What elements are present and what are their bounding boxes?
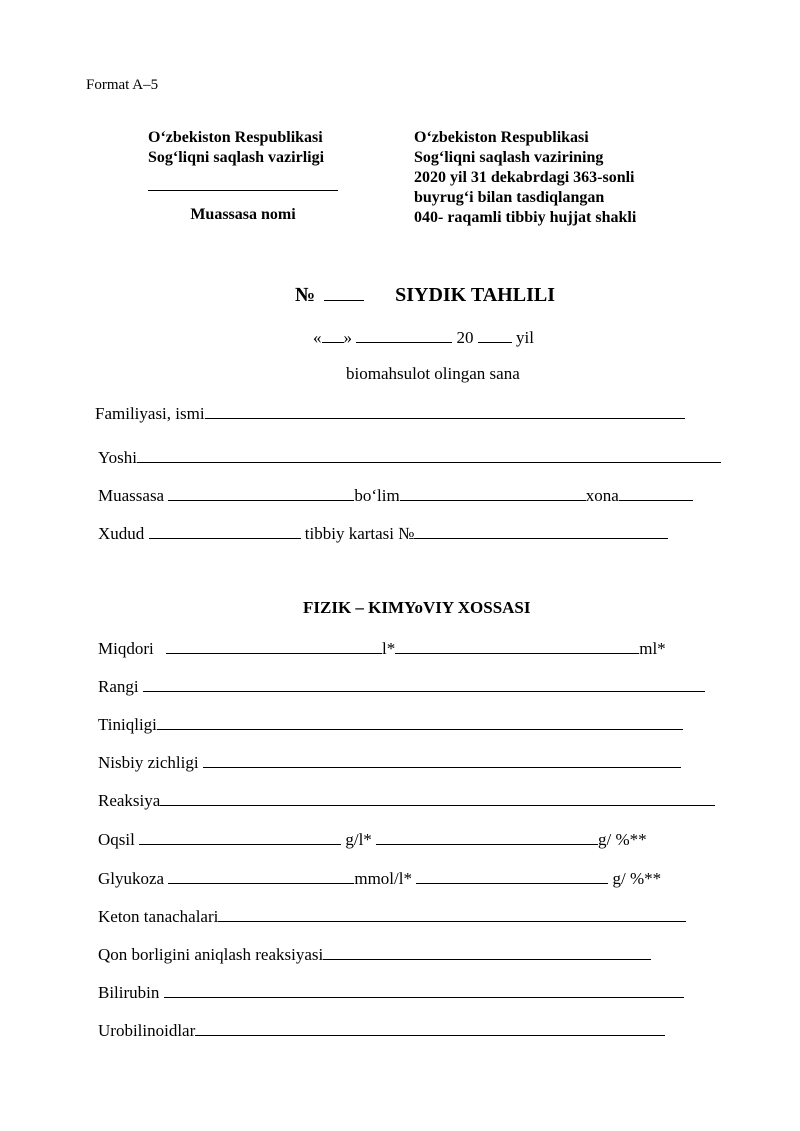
name-label: Familiyasi, ismi [95,404,205,423]
color-field[interactable] [143,675,705,692]
glucose-unit-mmol: mmol/l* [354,869,412,888]
amount-ml-field[interactable] [395,637,639,654]
clarity-label: Tiniqligi [98,715,157,734]
region-label: Xudud [98,524,145,543]
urobilinoids-label: Urobilinoidlar [98,1021,196,1040]
glucose-row [98,867,661,889]
reaction-row [98,789,715,811]
department-field[interactable] [400,484,586,501]
color-label: Rangi [98,677,139,696]
header-left-line1: O‘zbekiston Respublikasi [148,129,323,146]
header-left [148,128,324,168]
header-right-line2: Sog‘liqni saqlash vazirining [414,149,604,166]
room-label: xona [585,486,619,505]
institution-name-caption: Muassasa nomi [190,206,296,223]
card-number-field[interactable] [414,522,668,539]
glucose-mmol-field[interactable] [168,867,354,884]
header-right-line5: 040- raqamli tibbiy hujjat shakli [414,209,637,226]
institution-field[interactable] [168,484,354,501]
blood-field[interactable] [323,943,651,960]
amount-label: Miqdori [98,639,154,658]
reaction-field[interactable] [160,789,715,806]
amount-row [98,637,666,659]
blood-label: Qon borligini aniqlash reaksiyasi [98,945,324,964]
protein-row [98,828,647,850]
date-day-field[interactable] [322,326,344,343]
clarity-field[interactable] [157,713,683,730]
card-label: tibbiy kartasi № [304,524,415,543]
header-left-line2: Sog‘liqni saqlash vazirligi [148,149,325,166]
header-right-line4: buyrug‘i bilan tasdiqlangan [414,189,605,206]
density-row [98,751,681,773]
glucose-percent-field[interactable] [416,867,608,884]
ketones-field[interactable] [218,905,686,922]
amount-unit-liters: l* [381,639,396,658]
date-month-field[interactable] [356,326,452,343]
institution-label: Muassasa [98,486,165,505]
age-field[interactable] [137,446,721,463]
glucose-label: Glyukoza [98,869,165,888]
glucose-unit-percent: g/ %** [612,869,662,888]
urobilinoids-field[interactable] [195,1019,665,1036]
header-right-line3: 2020 yil 31 dekabrdagi 363-sonli [414,169,635,186]
date-row [313,326,534,348]
date-open-quote: « [313,328,322,347]
name-row [95,402,685,424]
protein-unit-gl: g/l* [345,830,372,849]
bilirubin-label: Bilirubin [98,983,160,1002]
protein-label: Oqsil [98,830,135,849]
urobilinoids-row [98,1019,665,1041]
protein-gl-field[interactable] [139,828,341,845]
amount-unit-ml: ml* [639,639,666,658]
institution-name-line[interactable] [148,190,338,191]
bilirubin-field[interactable] [164,981,684,998]
document-title-row [295,284,555,307]
document-title: SIYDIK TAHLILI [395,284,555,306]
section-title: FIZIK – KIMYoVIY XOSSASI [303,598,531,617]
bilirubin-row [98,981,684,1003]
document-number-field[interactable] [324,284,364,301]
room-field[interactable] [619,484,693,501]
date-year-label: yil [516,328,534,347]
protein-unit-percent: g/ %** [598,830,647,849]
density-label: Nisbiy zichligi [98,753,199,772]
ketones-label: Keton tanachalari [98,907,219,926]
reaction-label: Reaksiya [98,791,161,810]
region-row [98,522,668,544]
department-label: bo‘lim [354,486,400,505]
date-century: 20 [456,328,474,347]
age-label: Yoshi [98,448,137,467]
date-close-quote: » [343,328,352,347]
institution-row [98,484,693,506]
number-sign: № [295,284,316,306]
header-right-line1: O‘zbekiston Respublikasi [414,129,589,146]
density-field[interactable] [203,751,681,768]
clarity-row [98,713,683,735]
protein-percent-field[interactable] [376,828,598,845]
date-caption: biomahsulot olingan sana [346,364,520,383]
name-field[interactable] [205,402,685,419]
color-row [98,675,705,697]
region-field[interactable] [149,522,301,539]
blood-row [98,943,651,965]
header-right [414,128,636,228]
amount-liters-field[interactable] [166,637,382,654]
ketones-row [98,905,686,927]
age-row [98,446,721,468]
date-year-field[interactable] [478,326,512,343]
format-label: Format A–5 [86,77,159,93]
